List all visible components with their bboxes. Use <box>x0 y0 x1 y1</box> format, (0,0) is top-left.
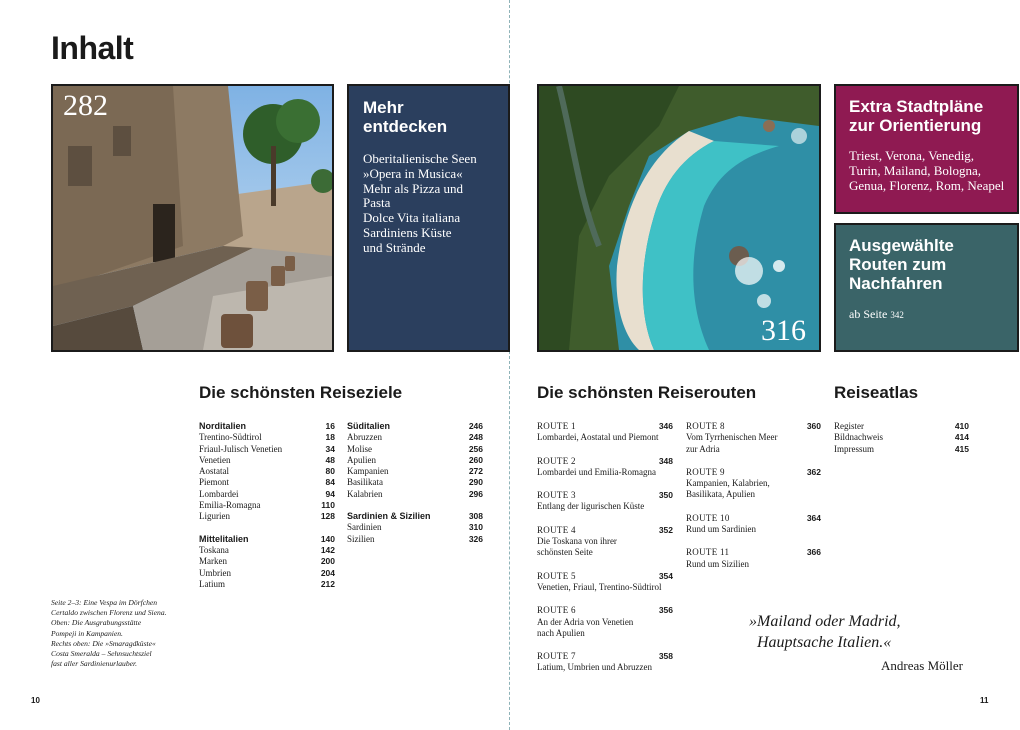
mehr-line: und Strände <box>363 239 426 255</box>
page-number-right: 11 <box>980 696 989 705</box>
reiseziele-column-1 <box>199 421 335 590</box>
toc-entry[interactable]: Kampanien 272 <box>347 466 483 477</box>
route-entry[interactable]: ROUTE 8 360 Vom Tyrrhenischen Meer zur Adria <box>686 421 821 454</box>
route-entry[interactable]: ROUTE 2 348 Lombardei und Emilia-Romagna <box>537 455 673 477</box>
route-entry[interactable]: ROUTE 3 350 Entlang der ligurischen Küste <box>537 490 673 512</box>
toc-entry[interactable]: Emilia-Romagna 110 <box>199 500 335 511</box>
toc-entry[interactable]: Friaul-Julisch Venetien 34 <box>199 443 335 454</box>
toc-entry[interactable]: Marken 200 <box>199 556 335 567</box>
route-entry[interactable]: ROUTE 9 362 Kampanien, Kalabrien, Basilikata, Apulien <box>686 466 821 500</box>
stadtplaene-box <box>834 84 1019 214</box>
ruins-street-photo <box>51 84 334 352</box>
routen-ref-text: ab Seite <box>849 307 888 321</box>
ruins-photo-page-number: 282 <box>63 89 108 122</box>
route-entry[interactable]: ROUTE 1 346 Lombardei, Aostatal und Piemont <box>537 421 673 443</box>
route-entry[interactable]: ROUTE 11 366 Rund um Sizilien <box>686 547 821 569</box>
stadtplaene-line: Triest, Verona, Venedig, <box>849 148 975 163</box>
toc-entry[interactable]: Sizilien 326 <box>347 533 483 544</box>
toc-entry[interactable]: Lombardei 94 <box>199 488 335 499</box>
stadtplaene-heading-line2: zur Orientierung <box>849 116 982 135</box>
toc-group-mittelitalien[interactable]: Mittelitalien 140 <box>199 533 335 544</box>
route-entry[interactable]: ROUTE 4 352 Die Toskana von ihrer schönsten Seite <box>537 524 673 558</box>
reiseatlas-list <box>834 421 969 455</box>
route-entry[interactable]: ROUTE 7 358 Latium, Umbrien und Abruzzen <box>537 651 673 673</box>
stadtplaene-line: Turin, Mailand, Bologna, <box>849 162 982 178</box>
quote-author: Andreas Möller <box>881 658 963 673</box>
route-entry[interactable]: ROUTE 10 364 Rund um Sardinien <box>686 512 821 535</box>
stadtplaene-heading-line1: Extra Stadtpläne <box>849 97 984 116</box>
stadtplaene-line: Genua, Florenz, Rom, Neapel <box>849 177 1005 193</box>
routen-box <box>834 223 1019 352</box>
route-entry[interactable]: ROUTE 5 354 Venetien, Friaul, Trentino-Südtirol <box>537 570 673 592</box>
mehr-line: Pasta <box>363 195 391 211</box>
toc-entry[interactable]: Toskana 142 <box>199 544 335 555</box>
mehr-line: Mehr als Pizza und <box>363 180 464 196</box>
mehr-entdecken-box <box>347 84 510 352</box>
toc-entry[interactable]: Aostatal 80 <box>199 466 335 477</box>
route-entry[interactable]: ROUTE 6 356 An der Adria von Venetien nach Apulien <box>537 605 673 638</box>
page-title: Inhalt <box>51 30 134 66</box>
toc-entry[interactable]: Piemont 84 <box>199 477 335 488</box>
routen-ref-page: 342 <box>890 310 904 320</box>
reiseatlas-heading: Reiseatlas <box>834 383 919 402</box>
toc-group-sardinien-sizilien[interactable]: Sardinien & Sizilien 308 <box>347 511 483 522</box>
toc-group-sueditalien[interactable]: Süditalien 246 <box>347 421 483 431</box>
mehr-heading-line2: entdecken <box>363 117 448 136</box>
aerial-coast-photo <box>537 84 821 352</box>
quote-line-1: »Mailand oder Madrid, <box>749 613 901 630</box>
toc-entry[interactable]: Sardinien 310 <box>347 522 483 533</box>
mehr-line: Sardiniens Küste <box>363 224 452 240</box>
toc-entry[interactable]: Basilikata 290 <box>347 477 483 488</box>
reiserouten-heading: Die schönsten Reiserouten <box>537 383 757 402</box>
toc-entry[interactable]: Apulien 260 <box>347 454 483 465</box>
toc-group-norditalien[interactable]: Norditalien 16 <box>199 421 335 431</box>
quote-line-2: Hauptsache Italien.« <box>757 634 892 651</box>
toc-entry[interactable]: Impressum 415 <box>834 443 969 454</box>
reiserouten-column-2 <box>686 421 821 582</box>
toc-entry[interactable]: Latium 212 <box>199 578 335 589</box>
routen-heading-line3: Nachfahren <box>849 274 943 293</box>
toc-entry[interactable]: Abruzzen 248 <box>347 432 483 443</box>
coast-photo-page-number: 316 <box>761 314 806 347</box>
toc-entry[interactable]: Kalabrien 296 <box>347 488 483 499</box>
reiseziele-column-2 <box>347 421 483 545</box>
reiserouten-column-1 <box>537 421 673 686</box>
mehr-line: Dolce Vita italiana <box>363 210 461 226</box>
toc-entry[interactable]: Venetien 48 <box>199 454 335 465</box>
routen-heading-line1: Ausgewählte <box>849 236 954 255</box>
reiseziele-heading: Die schönsten Reiseziele <box>199 383 403 402</box>
toc-entry[interactable]: Trentino-Südtirol 18 <box>199 432 335 443</box>
toc-entry[interactable]: Register 410 <box>834 421 969 431</box>
mehr-line: Oberitalienische Seen <box>363 151 477 166</box>
page-number-left: 10 <box>31 696 40 705</box>
toc-entry[interactable]: Molise 256 <box>347 443 483 454</box>
routen-heading-line2: Routen zum <box>849 255 947 274</box>
mehr-heading-line1: Mehr <box>363 98 404 117</box>
toc-entry[interactable]: Umbrien 204 <box>199 567 335 578</box>
toc-entry[interactable]: Bildnachweis 414 <box>834 432 969 443</box>
toc-entry[interactable]: Ligurien 128 <box>199 511 335 522</box>
mehr-line: »Opera in Musica« <box>363 165 463 181</box>
photo-caption: Seite 2–3: Eine Vespa im Dörfchen Certaldo zwischen Florenz und Siena. Oben: Die Ausgrabungsstätte Pompeji in Kampanien. Rechts oben: Die »Smaragdküste« Costa Smeralda – Sehnsuchtsziel fast aller Sardinienurlauber. <box>51 598 167 669</box>
